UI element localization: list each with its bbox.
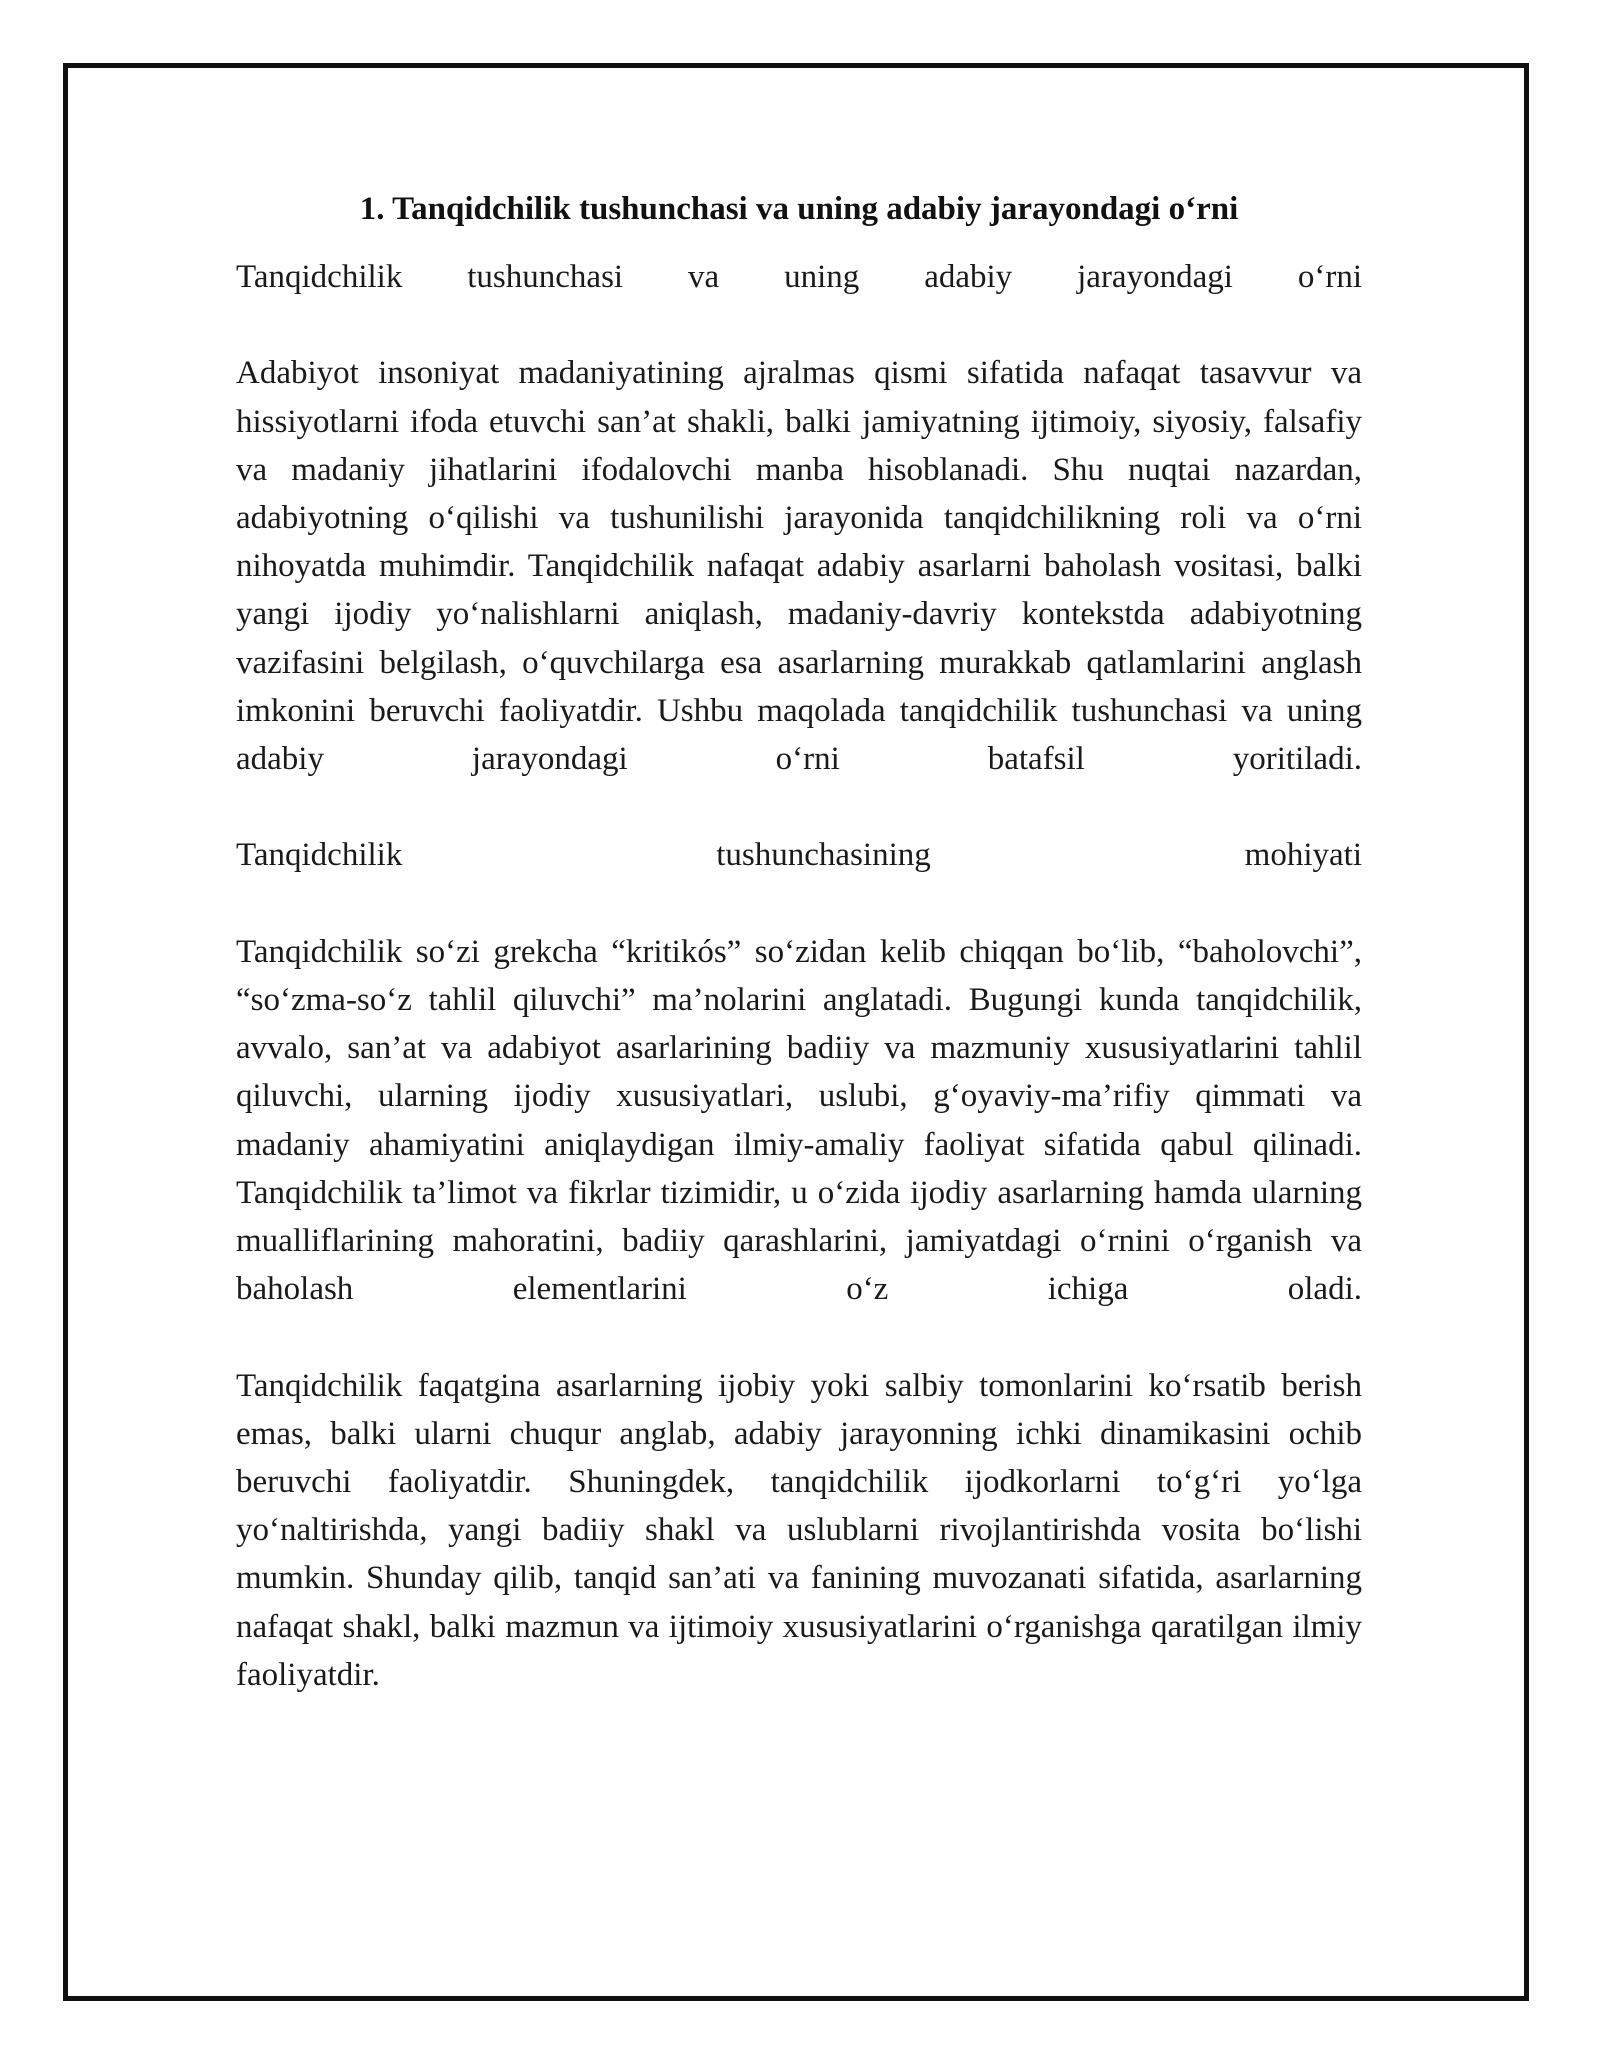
document-heading: 1. Tanqidchilik tushunchasi va uning adabiy jarayondagi o‘rni <box>359 191 1239 227</box>
subheading-paragraph: Tanqidchilik tushunchasi va uning adabiy jarayondagi o‘rni <box>236 259 1362 295</box>
definition-paragraph: Tanqidchilik so‘zi grekcha “kritikós” so‘zidan kelib chiqqan bo‘lib, “baholovchi”, “so‘zma-so‘z tahlil qiluvchi” ma’nolarini anglatadi. Bugungi kunda tanqidchilik, avvalo, san’at va adabiyot asarlarining badiiy va mazmuniy xususiyatlarini tahlil qiluvchi, ularning ijodiy xususiyatlari, uslubi, g‘oyaviy-ma’rifiy qimmati va madaniy ahamiyatini aniqlaydigan ilmiy-amaliy faoliyat sifatida qabul qilinadi. Tanqidchilik ta’limot va fikrlar tizimidir, u o‘zida ijodiy asarlarning hamda ularning mualliflarining mahoratini, badiiy qarashlarini, jamiyatdagi o‘rnini o‘rganish va baholash elementlarini o‘z ichiga oladi. <box>236 933 1362 1308</box>
role-paragraph: Tanqidchilik faqatgina asarlarning ijobiy yoki salbiy tomonlarini ko‘rsatib berish emas, balki ularni chuqur anglab, adabiy jarayonning ichki dinamikasini ochib beruvchi faoliyatdir. Shuningdek, tanqidchilik ijodkorlarni to‘g‘ri yo‘lga yo‘naltirishda, yangi badiiy shakl va uslublarni rivojlantirishda vosita bo‘lishi mumkin. Shunday qilib, tanqid san’ati va fanining muvozanati sifatida, asarlarning nafaqat shakl, balki mazmun va ijtimoiy xususiyatlarini o‘rganishga qaratilgan ilmiy faoliyatdir. <box>236 1367 1362 1693</box>
intro-paragraph: Adabiyot insoniyat madaniyatining ajralmas qismi sifatida nafaqat tasavvur va hissiyotlarni ifoda etuvchi san’at shakli, balki jamiyatning ijtimoiy, siyosiy, falsafiy va madaniy jihatlarini ifodalovchi manba hisoblanadi. Shu nuqtai nazardan, adabiyotning o‘qilishi va tushunilishi jarayonida tanqidchilikning roli va o‘rni nihoyatda muhimdir. Tanqidchilik nafaqat adabiy asarlarni baholash vositasi, balki yangi ijodiy yo‘nalishlarni aniqlash, madaniy-davriy kontekstda adabiyotning vazifasini belgilash, o‘quvchilarga esa asarlarning murakkab qatlamlarini anglash imkonini beruvchi faoliyatdir. Ushbu maqolada tanqidchilik tushunchasi va uning adabiy jarayondagi o‘rni batafsil yoritiladi. <box>236 355 1362 778</box>
section-subheading-paragraph: Tanqidchilik tushunchasining mohiyati <box>236 837 1362 874</box>
document-body <box>236 185 1362 1699</box>
